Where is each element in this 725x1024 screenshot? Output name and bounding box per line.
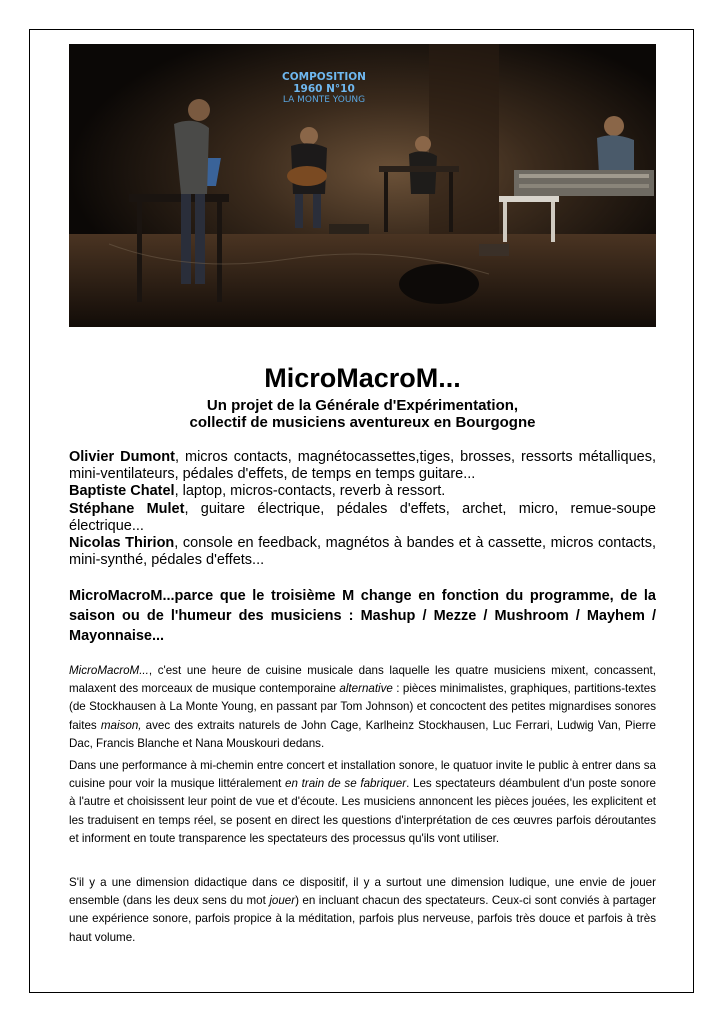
sign-line-1: COMPOSITION 1960 N°10 — [282, 71, 366, 95]
paragraph-text: ) en incluant chacun des spectateurs. Ceux-ci sont conviés à partager une expérience sonore, parfois propice à la méditation, parfois plus nerveuse, parfois très douce et parfois à très haut volume. — [69, 894, 656, 944]
musician-instruments: , console en feedback, magnétos à bandes et à cassette, micros contacts, mini-synthé, pédales d'effets... — [69, 535, 656, 569]
paragraph-intro — [69, 662, 656, 753]
paragraph-ludic — [69, 874, 656, 947]
subtitle-line-2: collectif de musiciens aventureux en Bourgogne — [189, 414, 536, 431]
emphasis: jouer — [269, 894, 296, 908]
emphasis: en train de se fabriquer — [285, 777, 407, 791]
subtitle-line-1: Un projet de la Générale d'Expérimentation, — [206, 397, 519, 414]
paragraph-text: Dans une performance à mi-chemin entre concert et installation sonore, le quatuor invite le public à entrer dans sa cuisine pour voir la musique littéralement — [69, 759, 656, 791]
musician-instruments: , laptop, micros-contacts, reverb à ressort. — [174, 483, 446, 500]
musician-entry — [69, 483, 656, 500]
tagline: MicroMacroM...parce que le troisième M change en fonction du programme, de la saison ou de l'humeur des musiciens : Mashup / Mezze / Mushroom / Mayhem / Mayonnaise... — [69, 588, 656, 644]
paragraph-text: avec des extraits naturels de John Cage, Karlheinz Stockhausen, Luc Ferrari, Ludwig Van, Pierre Dac, Francis Blanche et Nana Mouskouri dedans. — [69, 718, 656, 750]
emphasis: maison, — [100, 718, 142, 732]
paragraph-text: S'il y a une dimension didactique dans ce dispositif, il y a surtout une dimension ludique, une envie de jouer ensemble (dans les deux sens du mot — [69, 876, 656, 908]
musician-entry — [69, 501, 656, 535]
page-title: MicroMacroM... — [264, 363, 461, 393]
stage-sign — [269, 71, 379, 106]
musician-name: Baptiste Chatel — [69, 483, 175, 500]
paragraph-text: . Les spectateurs déambulent d'un poste sonore à l'autre et choisissent leur point de vue et d'écoute. Les musiciens annoncent les pièces jouées, les explicitent et les traduisent en temps réel, se posent en direct les questions d'interprétation de ces œuvres parfois déroutantes et informent en toute transparence les spectateurs des processus qu'ils vont utiliser. — [69, 777, 657, 845]
musician-name: Nicolas Thirion — [69, 535, 175, 552]
musician-instruments: , micros contacts, magnétocassettes,tiges, brosses, ressorts métalliques, mini-ventilateurs, pédales d'effets, de temps en temps guitare... — [69, 449, 656, 483]
emphasis: alternative — [339, 682, 393, 696]
sign-line-2: LA MONTE YOUNG — [282, 95, 366, 105]
musician-name: Stéphane Mulet — [69, 500, 185, 517]
subtitle — [30, 397, 695, 431]
musician-entry — [69, 535, 656, 569]
musician-entry — [69, 449, 656, 483]
musician-name: Olivier Dumont — [69, 449, 175, 465]
project-name-italic: MicroMacroM... — [69, 664, 149, 677]
paragraph-text: : pièces minimalistes, graphiques, partitions-textes (de Stockhausen à La Monte Young, en passant par Tom Johnson) et concoctent des petites mignardises sonores faites — [69, 682, 656, 732]
concert-photo — [69, 44, 656, 327]
paragraph-performance — [69, 757, 656, 848]
musician-list — [69, 449, 656, 569]
paragraph-text: , c'est une heure de cuisine musicale dans laquelle les quatre musiciens mixent, concassent, malaxent des morceaux de musique contemporaine — [69, 664, 656, 696]
musician-instruments: , guitare électrique, pédales d'effets, archet, micro, remue-soupe électrique... — [69, 500, 656, 534]
